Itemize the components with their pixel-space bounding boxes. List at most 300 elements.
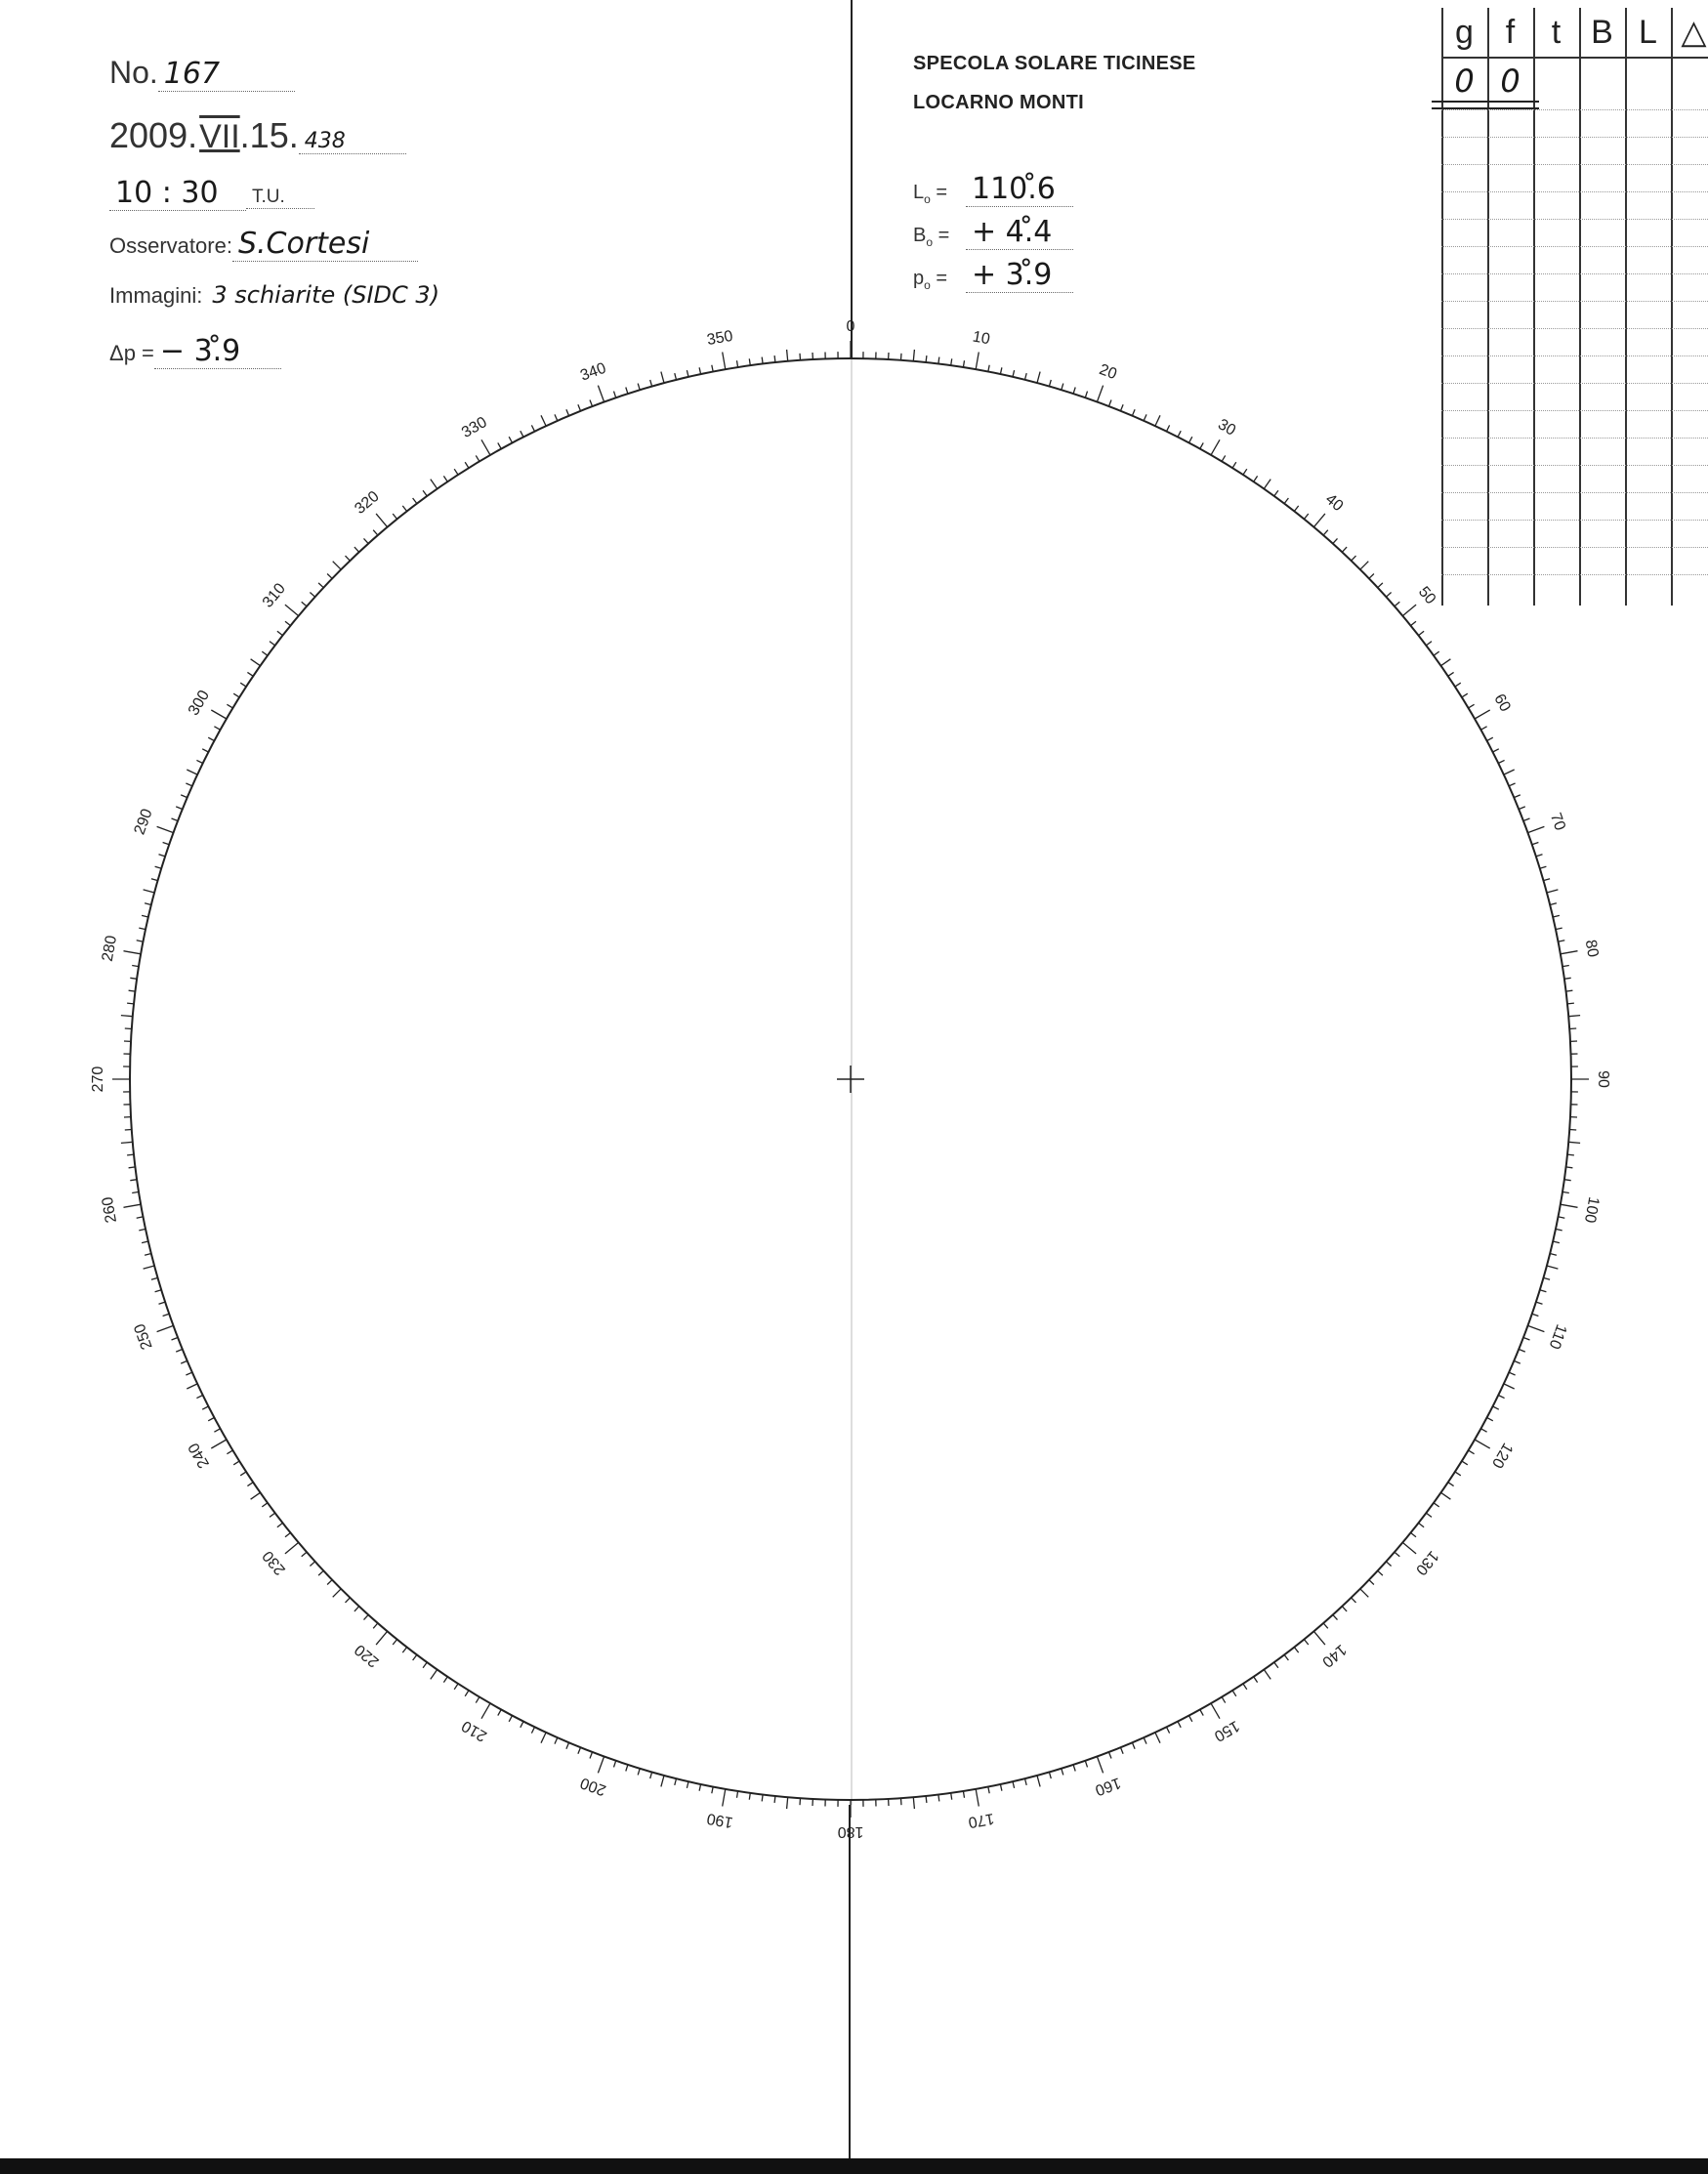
degree-tick: [1569, 1028, 1576, 1029]
degree-tick: [1323, 530, 1328, 535]
degree-tick: [555, 414, 558, 420]
degree-label-170: 170: [967, 1809, 996, 1831]
degree-tick: [121, 1142, 133, 1143]
degree-tick: [1304, 1640, 1308, 1646]
degree-tick: [1097, 386, 1103, 402]
degree-label-10: 10: [971, 328, 991, 349]
degree-tick: [1528, 826, 1545, 832]
degree-tick: [354, 1607, 359, 1611]
degree-tick: [650, 1772, 652, 1778]
degree-tick: [187, 1384, 197, 1389]
degree-tick: [1211, 439, 1220, 455]
degree-tick: [333, 1589, 342, 1598]
degree-tick: [376, 514, 388, 527]
degree-tick: [614, 392, 616, 398]
degree-tick: [1352, 1598, 1356, 1603]
degree-tick: [240, 1472, 246, 1476]
degree-tick: [214, 727, 220, 730]
time-value: 10 : 30: [109, 176, 246, 211]
table-header-f: f: [1505, 14, 1516, 51]
degree-tick: [125, 1028, 132, 1029]
degree-tick: [431, 480, 437, 489]
delta-p-value: − 3.̊9: [154, 334, 281, 369]
degree-tick: [124, 951, 142, 954]
degree-tick: [1469, 704, 1475, 708]
degree-tick: [1109, 400, 1112, 407]
degree-tick: [687, 1781, 688, 1788]
degree-tick: [531, 1727, 534, 1733]
degree-tick: [1109, 1752, 1112, 1759]
degree-tick: [1419, 631, 1425, 635]
images-label: Immagini:: [109, 283, 203, 308]
degree-tick: [1360, 1589, 1369, 1598]
degree-tick: [240, 683, 246, 687]
degree-tick: [1264, 480, 1271, 489]
degree-tick: [938, 1795, 939, 1802]
degree-tick: [1568, 1016, 1580, 1017]
degree-tick: [498, 1710, 501, 1716]
degree-tick: [270, 642, 275, 646]
degree-tick: [1342, 1607, 1347, 1611]
degree-tick: [749, 1793, 750, 1800]
degree-label-90: 90: [1594, 1070, 1611, 1088]
degree-tick: [481, 1703, 490, 1719]
degree-tick: [1013, 370, 1015, 377]
degree-tick: [699, 367, 701, 374]
observer-value: S.Cortesi: [232, 227, 418, 262]
degree-label-230: 230: [259, 1547, 289, 1578]
degree-tick: [251, 1492, 261, 1499]
degree-tick: [125, 1130, 132, 1131]
degree-tick: [1493, 1406, 1499, 1409]
degree-tick: [277, 631, 283, 635]
degree-tick: [1243, 1684, 1247, 1690]
degree-tick: [737, 1791, 738, 1798]
degree-tick: [1455, 1472, 1461, 1476]
B0-label: B: [913, 225, 927, 246]
degree-tick: [723, 353, 726, 370]
degree-tick: [1254, 1677, 1258, 1683]
degree-tick: [318, 583, 323, 588]
degree-tick: [774, 355, 775, 362]
degree-tick: [938, 357, 939, 364]
degree-tick: [163, 1314, 170, 1316]
degree-tick: [155, 866, 162, 868]
degree-tick: [1167, 425, 1170, 431]
degree-tick: [124, 1204, 142, 1207]
degree-tick: [1519, 1350, 1525, 1353]
degree-tick: [1487, 1418, 1493, 1421]
degree-tick: [1073, 388, 1075, 395]
degree-tick: [423, 1662, 427, 1668]
degree-tick: [650, 380, 652, 387]
degree-tick: [723, 1789, 726, 1807]
degree-tick: [196, 1396, 202, 1399]
degree-tick: [172, 1338, 179, 1341]
degree-tick: [1523, 1338, 1530, 1341]
degree-tick: [1532, 843, 1539, 845]
degree-tick: [1132, 409, 1135, 416]
p0-label: p: [913, 268, 925, 289]
degree-label-320: 320: [352, 487, 383, 518]
degree-tick: [531, 425, 534, 431]
table-header-g: g: [1455, 14, 1474, 51]
degree-tick: [155, 1290, 162, 1292]
degree-tick: [626, 388, 628, 395]
observation-number-label: No.: [109, 55, 158, 90]
degree-tick: [1475, 710, 1490, 719]
degree-tick: [1562, 966, 1569, 967]
table-header-B: B: [1591, 14, 1613, 51]
degree-tick: [1419, 1523, 1425, 1526]
degree-tick: [1553, 1241, 1560, 1243]
degree-label-210: 210: [459, 1716, 490, 1745]
degree-tick: [976, 353, 979, 370]
degree-tick: [132, 966, 139, 967]
degree-tick: [1222, 455, 1226, 461]
degree-tick: [498, 442, 501, 448]
degree-tick: [1543, 1277, 1550, 1279]
degree-tick: [1085, 1761, 1087, 1768]
degree-tick: [1049, 1772, 1051, 1778]
degree-tick: [285, 605, 299, 616]
degree-tick: [1509, 1372, 1515, 1375]
degree-label-130: 130: [1412, 1547, 1442, 1578]
degree-tick: [1564, 1180, 1571, 1181]
degree-label-340: 340: [578, 359, 608, 385]
degree-tick: [1386, 1562, 1391, 1567]
degree-tick: [1294, 506, 1298, 512]
degree-tick: [963, 360, 964, 367]
degree-tick: [176, 807, 183, 810]
degree-label-280: 280: [99, 934, 121, 963]
degree-tick: [1000, 1784, 1002, 1791]
degree-tick: [1097, 1757, 1103, 1774]
degree-tick: [476, 455, 479, 461]
degree-tick: [285, 1542, 299, 1554]
degree-tick: [1547, 1266, 1559, 1269]
degree-tick: [1556, 1229, 1562, 1231]
institution-location: LOCARNO MONTI: [913, 92, 1084, 113]
degree-tick: [310, 593, 314, 598]
degree-tick: [413, 1654, 417, 1660]
date-year: 2009.: [109, 115, 198, 155]
degree-tick: [1378, 583, 1383, 588]
degree-tick: [139, 1229, 146, 1231]
degree-tick: [1487, 737, 1493, 740]
degree-tick: [145, 1254, 151, 1256]
degree-label-310: 310: [259, 580, 289, 611]
degree-label-50: 50: [1414, 583, 1439, 608]
degree-tick: [151, 879, 158, 881]
degree-tick: [566, 1742, 569, 1749]
degree-tick: [393, 514, 396, 520]
degree-tick: [800, 354, 801, 360]
degree-tick: [1211, 1703, 1220, 1719]
degree-tick: [638, 1769, 640, 1776]
degree-tick: [144, 1266, 155, 1269]
degree-tick: [393, 1640, 396, 1646]
degree-tick: [211, 710, 227, 719]
degree-tick: [277, 1523, 283, 1526]
degree-label-200: 200: [578, 1774, 608, 1799]
degree-tick: [142, 915, 148, 917]
time-label: T.U.: [246, 187, 314, 209]
degree-tick: [302, 1552, 307, 1557]
degree-tick: [1411, 1532, 1417, 1536]
degree-tick: [598, 1757, 604, 1774]
degree-tick: [233, 1461, 239, 1465]
degree-tick: [578, 1747, 581, 1754]
degree-tick: [1323, 1623, 1328, 1628]
degree-tick: [159, 1302, 166, 1304]
degree-label-190: 190: [705, 1809, 734, 1831]
date-fraction: 438: [299, 129, 406, 154]
degree-tick: [1566, 1167, 1573, 1168]
degree-tick: [1132, 1742, 1135, 1749]
degree-tick: [1085, 392, 1087, 398]
degree-tick: [423, 490, 427, 496]
degree-tick: [1243, 469, 1247, 475]
L0-value: 110.̊6: [966, 172, 1073, 207]
degree-tick: [1441, 1492, 1451, 1499]
degree-tick: [509, 437, 512, 442]
degree-tick: [1434, 1503, 1439, 1507]
degree-tick: [157, 1325, 174, 1331]
degree-tick: [901, 354, 902, 360]
degree-tick: [1561, 951, 1578, 954]
degree-tick: [454, 469, 458, 475]
degree-tick: [443, 1677, 447, 1683]
degree-tick: [762, 357, 763, 364]
degree-tick: [566, 409, 569, 416]
degree-tick: [270, 1513, 275, 1517]
degree-tick: [318, 1570, 323, 1575]
degree-tick: [1121, 404, 1124, 411]
p0-eq: =: [936, 268, 948, 289]
degree-label-20: 20: [1097, 361, 1119, 384]
degree-tick: [1481, 727, 1487, 730]
degree-tick: [1232, 462, 1236, 468]
degree-tick: [127, 1003, 134, 1004]
degree-tick: [1189, 1716, 1192, 1722]
degree-tick: [151, 1277, 158, 1279]
degree-tick: [749, 358, 750, 365]
scan-edge: [0, 2158, 1708, 2174]
degree-tick: [675, 373, 677, 380]
degree-tick: [1558, 1217, 1564, 1218]
degree-tick: [1144, 414, 1146, 420]
date-day: .15.: [239, 115, 299, 155]
degree-tick: [1264, 1670, 1271, 1680]
degree-label-300: 300: [185, 688, 214, 719]
degree-tick: [1025, 1778, 1027, 1785]
ephemeris-B0: $B_o$ = + 4.̊4: [913, 215, 1073, 250]
degree-tick: [285, 1532, 291, 1536]
degree-tick: [1155, 415, 1160, 426]
degree-tick: [1481, 1429, 1487, 1432]
degree-tick: [181, 1360, 187, 1363]
degree-tick: [129, 990, 136, 991]
degree-tick: [687, 370, 688, 377]
degree-tick: [130, 978, 137, 979]
degree-tick: [1232, 1691, 1236, 1696]
degree-tick: [227, 1450, 232, 1454]
degree-tick: [302, 602, 307, 606]
degree-tick: [208, 737, 214, 740]
degree-tick: [509, 1716, 512, 1722]
degree-tick: [598, 386, 604, 402]
degree-tick: [454, 1684, 458, 1690]
degree-tick: [1144, 1737, 1146, 1743]
B0-value: + 4.̊4: [966, 215, 1073, 250]
table-header-delta: △: [1681, 14, 1707, 51]
degree-tick: [145, 903, 151, 905]
degree-tick: [465, 462, 469, 468]
degree-tick: [481, 439, 490, 455]
degree-tick: [346, 556, 351, 561]
degree-tick: [172, 818, 179, 821]
degree-tick: [1462, 693, 1468, 697]
degree-tick: [1049, 380, 1051, 387]
degree-tick: [137, 1217, 144, 1218]
degree-tick: [1200, 442, 1203, 448]
degree-tick: [1189, 437, 1192, 442]
degree-tick: [402, 506, 406, 512]
L0-eq: =: [936, 182, 948, 203]
degree-tick: [333, 562, 342, 570]
degree-label-80: 80: [1581, 939, 1602, 959]
degree-label-350: 350: [705, 327, 734, 350]
table-cell-g: 0: [1454, 63, 1475, 100]
degree-tick: [1532, 1314, 1539, 1316]
degree-tick: [614, 1761, 616, 1768]
degree-tick: [913, 1797, 914, 1809]
ephemeris-L0: $L_o$ = 110.̊6: [913, 172, 1073, 207]
degree-tick: [1222, 1697, 1226, 1703]
degree-tick: [1369, 574, 1374, 579]
delta-p-label: Δp =: [109, 341, 154, 365]
degree-label-240: 240: [185, 1440, 214, 1471]
degree-label-100: 100: [1580, 1195, 1603, 1225]
degree-tick: [521, 1722, 523, 1728]
degree-tick: [1121, 1747, 1124, 1754]
degree-tick: [578, 404, 581, 411]
degree-tick: [354, 547, 359, 552]
degree-tick: [159, 855, 166, 857]
degree-tick: [139, 928, 146, 930]
degree-tick: [1540, 866, 1547, 868]
degree-tick: [787, 350, 788, 361]
degree-tick: [1304, 514, 1308, 520]
institution-name: SPECOLA SOLARE TICINESE: [913, 53, 1196, 74]
degree-label-120: 120: [1487, 1440, 1517, 1471]
degree-tick: [285, 621, 291, 625]
degree-tick: [1333, 1614, 1338, 1619]
degree-tick: [144, 890, 155, 893]
degree-tick: [661, 372, 664, 384]
degree-tick: [1294, 1648, 1298, 1653]
degree-tick: [1395, 602, 1399, 606]
degree-tick: [638, 384, 640, 391]
degree-tick: [1567, 1154, 1574, 1155]
degree-label-70: 70: [1546, 811, 1568, 833]
degree-tick: [1037, 372, 1040, 384]
degree-tick: [187, 770, 197, 774]
degree-tick: [1062, 1769, 1063, 1776]
degree-tick: [1448, 1483, 1454, 1486]
degree-tick: [712, 365, 713, 372]
degree-tick: [1284, 1654, 1288, 1660]
degree-label-60: 60: [1490, 690, 1514, 715]
degree-tick: [1543, 879, 1550, 881]
degree-tick: [737, 360, 738, 367]
degree-label-220: 220: [352, 1641, 383, 1671]
degree-tick: [1313, 1631, 1325, 1645]
degree-tick: [1504, 1384, 1515, 1389]
degree-tick: [1352, 556, 1356, 561]
degree-tick: [590, 400, 593, 407]
degree-tick: [373, 1623, 378, 1628]
table-cell-f: 0: [1500, 63, 1521, 100]
degree-tick: [208, 1418, 214, 1421]
degree-tick: [913, 350, 914, 361]
degree-tick: [247, 1483, 253, 1486]
degree-tick: [1342, 547, 1347, 552]
degree-label-180: 180: [837, 1822, 864, 1840]
degree-tick: [1155, 1733, 1160, 1743]
degree-tick: [1369, 1580, 1374, 1585]
degree-tick: [431, 1670, 437, 1680]
degree-tick: [1062, 384, 1063, 391]
degree-tick: [476, 1697, 479, 1703]
degree-tick: [699, 1784, 701, 1791]
degree-tick: [1013, 1781, 1015, 1788]
degree-tick: [251, 659, 261, 666]
degree-tick: [1523, 818, 1530, 821]
L0-label: L: [913, 182, 925, 203]
degree-tick: [1073, 1765, 1075, 1772]
degree-tick: [1167, 1727, 1170, 1733]
p0-value: + 3.̊9: [966, 258, 1073, 293]
degree-tick: [1498, 1396, 1504, 1399]
degree-label-110: 110: [1545, 1321, 1570, 1352]
degree-tick: [157, 826, 174, 832]
degree-tick: [186, 783, 191, 786]
degree-tick: [121, 1016, 133, 1017]
degree-tick: [1564, 978, 1571, 979]
degree-tick: [129, 1167, 136, 1168]
degree-tick: [762, 1795, 763, 1802]
degree-label-250: 250: [131, 1321, 156, 1352]
degree-label-0: 0: [846, 318, 855, 336]
degree-tick: [1514, 795, 1521, 798]
degree-tick: [1553, 915, 1560, 917]
table-header-t: t: [1551, 14, 1562, 51]
degree-tick: [247, 672, 253, 676]
degree-tick: [1475, 1440, 1490, 1448]
degree-tick: [1000, 367, 1002, 374]
degree-tick: [262, 651, 268, 655]
degree-tick: [227, 704, 232, 708]
table-header-L: L: [1639, 14, 1657, 51]
degree-tick: [1550, 1254, 1557, 1256]
degree-tick: [176, 1350, 183, 1353]
degree-tick: [1411, 621, 1417, 625]
degree-tick: [1498, 760, 1504, 763]
degree-tick: [364, 1614, 369, 1619]
degree-tick: [402, 1648, 406, 1653]
